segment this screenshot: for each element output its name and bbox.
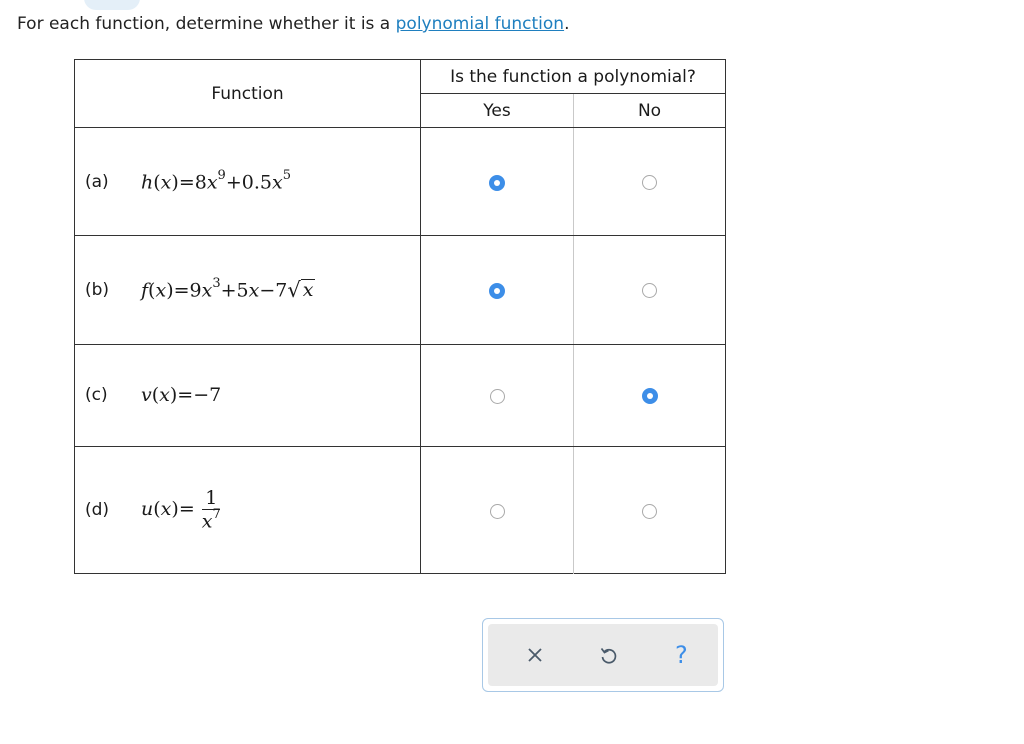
radio-no[interactable] <box>642 283 657 298</box>
function-header: Function <box>75 60 421 128</box>
radio-yes[interactable] <box>490 389 505 404</box>
answer-table <box>74 59 726 574</box>
radio-no[interactable] <box>642 388 658 404</box>
row-label: (b) <box>85 279 110 300</box>
function-expression: $f(x)=9x^3+5x-7$ √ x <box>141 276 314 302</box>
no-header: No <box>574 94 726 128</box>
radio-yes[interactable] <box>489 175 505 191</box>
function-expression: v(x)=−7 <box>141 384 222 407</box>
radio-yes[interactable] <box>490 504 505 519</box>
help-button[interactable] <box>661 635 701 675</box>
top-tab <box>84 0 140 10</box>
function-expression: u(x)= $\frac{1}{x^7}$ <box>141 486 221 533</box>
yes-header: Yes <box>421 94 574 128</box>
answer-actions <box>482 618 724 692</box>
radio-yes[interactable] <box>489 283 505 299</box>
function-expression: $h(x)=8x^9+0.5x^5$ <box>141 167 291 194</box>
close-icon <box>527 647 543 663</box>
undo-icon <box>598 645 618 665</box>
polynomial-question-header: Is the function a polynomial? <box>421 60 726 94</box>
radio-no[interactable] <box>642 504 657 519</box>
row-label: (a) <box>85 171 109 192</box>
table-row <box>75 128 726 236</box>
row-label: (d) <box>85 499 110 520</box>
undo-button[interactable] <box>588 635 628 675</box>
question-prompt: For each function, determine whether it is a polynomial function. <box>17 14 570 34</box>
table-row <box>75 236 726 344</box>
table-row <box>75 447 726 574</box>
table-row <box>75 344 726 446</box>
row-label: (c) <box>85 385 108 406</box>
polynomial-function-link[interactable]: polynomial function <box>395 14 565 34</box>
radio-no[interactable] <box>642 175 657 190</box>
help-icon: ? <box>674 641 688 669</box>
clear-button[interactable] <box>515 635 555 675</box>
